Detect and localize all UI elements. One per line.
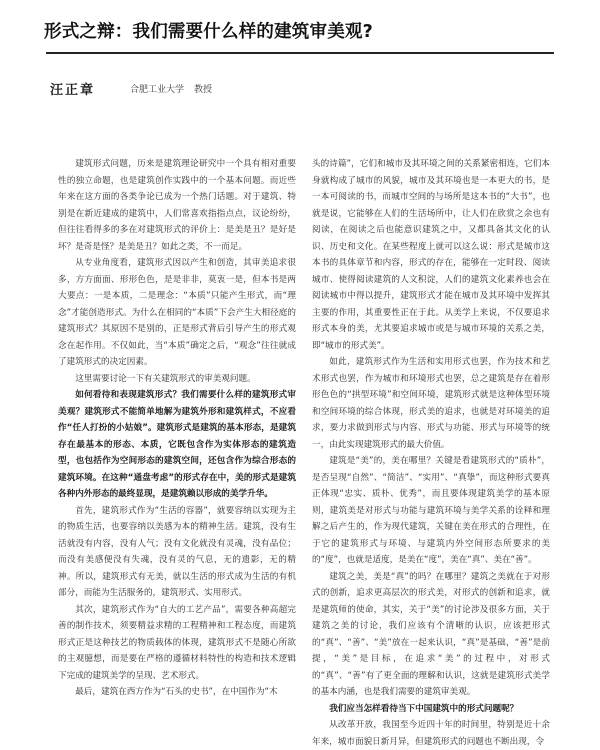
paragraph: 头的诗篇”，它们和城市及其环境之间的关系紧密相连，它们本身就构成了城市的风貌，城市及其环境也是一本更大的书，是一本可阅读的书，而城市空间的与场所是这本书的“大书”，也就是说，它能够在人们的生活场所中，让人们在欣赏之余也有阅读，在阅读之后也能意识建筑之中，又都具备其文化的认识、历史和文化。在某些程度上就可以这么说：形式是城市这本书的具体章节和内容，形式的存在，能够在一定时段、阅读城市、使得阅读建筑的人文积淀，人们的建筑文化素养也会在阅读城市中得以提升，建筑形式才能在城市及其环境中发挥其主要的作用，其重要性正在于此。从美学上来说，不仅要追求形式本身的美，尤其要追求城市或是与城市环境的关系之美，即“城市的形式美”。 (312, 159, 550, 351)
paragraph: 我们应当怎样看待当下中国建筑中的形式问题呢？ (329, 703, 519, 714)
title-rule (46, 52, 554, 54)
article-title: 形式之辩：我们需要什么样的建筑审美观? (44, 22, 373, 42)
institution: 合肥工业大学 (130, 84, 185, 95)
paragraph: 如此，建筑形式作为生活和实用形式也罢，作为技术和艺术形式也罢，作为城市和环境形式也罢，总之建筑是存在着形形色色的“拱型环境”和空间环境，建筑形式就是这种体型环境和空间环境的综合体现，形式美的追求，也就是对环境美的追求，要力求做到形式与内容、形式与功能、形式与环境等的统一，由此实现建筑形式的最大价值。 (312, 357, 550, 450)
paragraph: 其次，建筑形式作为“自大的工艺产品”，需要各种高超完善的制作技术，须要精益求精的工程精神和工程态度，而建筑形式正是这种技艺的物质载体的体现，建筑形式不是随心所欲的主观臆想，而是要在严格的遵循材料特性的构造和技术逻辑下完成的建筑美学的呈现、艺术形式。 (58, 604, 296, 681)
paragraph: 建筑之美，美是“真”的吗？在哪里？建筑之美就在于对形式的创新，追求更高层次的形式美，对形式的创新和追求，就是建筑师的使命，其实，关于“美”的讨论涉及很多方面，关于建筑之美的讨论，我们应该有个清晰的认识，应该把形式的“真”、“善”、“美”放在一起来认识，“真”是基础，“善”是前提，“美”是目标，在追求“美”的过程中，对形式的“真”、“善”有了更全面的理解和认识，这就是建筑形式美学的基本内涵，也是我们需要的建筑审美观。 (312, 571, 550, 697)
paragraph: 建筑是“美”的，美在哪里？关键是看建筑形式的“质朴”，是否呈现“自然”、“简洁”、“实用”、“真挚”，而这种形式要真正体现“忠实、质朴、优秀”，而且要体现建筑美学的基本原则，建筑美是对形式与功能与建筑环境与美学关系的诠释和理解之后产生的，作为现代建筑，关键在美在形式的合理性，在于它的建筑形式与环境、与建筑内外空间形态所要求的美的“度”，也就是适度，是美在“度”，美在“真”、美在“善”。 (312, 456, 550, 565)
author-affiliation (130, 80, 222, 96)
left-column (58, 156, 296, 697)
paragraph: 从改革开放，我国至今近四十年的时间里，特别是近十余年来，城市面貌日新月异，但建筑形式的问题也不断出现，令 (312, 720, 550, 747)
paragraph: 最后，建筑在西方作为“石头的史书”，在中国作为“木 (75, 687, 278, 697)
paragraph: 这里需要讨论一下有关建筑形式的审美观问题。 (75, 373, 256, 384)
paragraph: 如何看待和表现建筑形式？我们需要什么样的建筑形式审美观？建筑形式不能简单地解为建筑外形和建筑样式，不应看作“任人打扮的小姑娘”。建筑形式是建筑的基本形态，是建筑存在最基本的形态、本质，它既包含作为实体形态的建筑造型，也包括作为空间形态的建筑空间，还包含作为综合形态的建筑环境。在这种“通盘考虑”的形式存在中，美的形式是建筑各种内外形态的最终显现，是建筑赖以形成的美学升华。 (58, 390, 296, 499)
paragraph: 建筑形式问题，历来是建筑理论研究中一个具有相对重要性的独立命题，也是建筑创作实践中的一个基本问题。而近些年来在这方面的各类争论已成为一个热门话题。对于建筑、特别是在新近建成的建筑中，人们常喜欢指指点点，议论纷纷，但往往看得多的多在对建筑形式的评价上：是美是丑？是好是坏？是奇是怪？是美是丑？如此之类，不一而足。 (58, 159, 296, 252)
author-name: 汪正章 (50, 82, 96, 98)
right-column (312, 156, 550, 747)
paragraph: 首先，建筑形式作为“生活的容器”，就要容纳以实现为主的物质生活，也要容纳以美感为本的精神生活。建筑，没有生活就没有内容，没有人气；没有文化就没有灵魂，没有品位；而没有美感便没有失魂，没有灵的气息，无的遗影，无的精神。所以，建筑形式有无美，就以生活的形式成为生活的有机部分，而能为生活服务的，建筑形式、实用形式。 (58, 505, 296, 598)
position: 教授 (194, 84, 213, 95)
paragraph: 从专业角度看，建筑形式因以产生和创造，其审美追求很多，方方面面、形形色色，是是非非，莫衷一是，但本书是两大要点：一是本质，二是理念：“本质”只能产生形式，而“理念”才能创造形式。为什么在相同的“本质”下会产生大相径庭的建筑形式？其原因不是别的，正是形式背后引导产生的形式观念在起作用。不仅如此，当“本质”确定之后，“观念”往往就成了建筑形式的决定因素。 (58, 258, 296, 367)
